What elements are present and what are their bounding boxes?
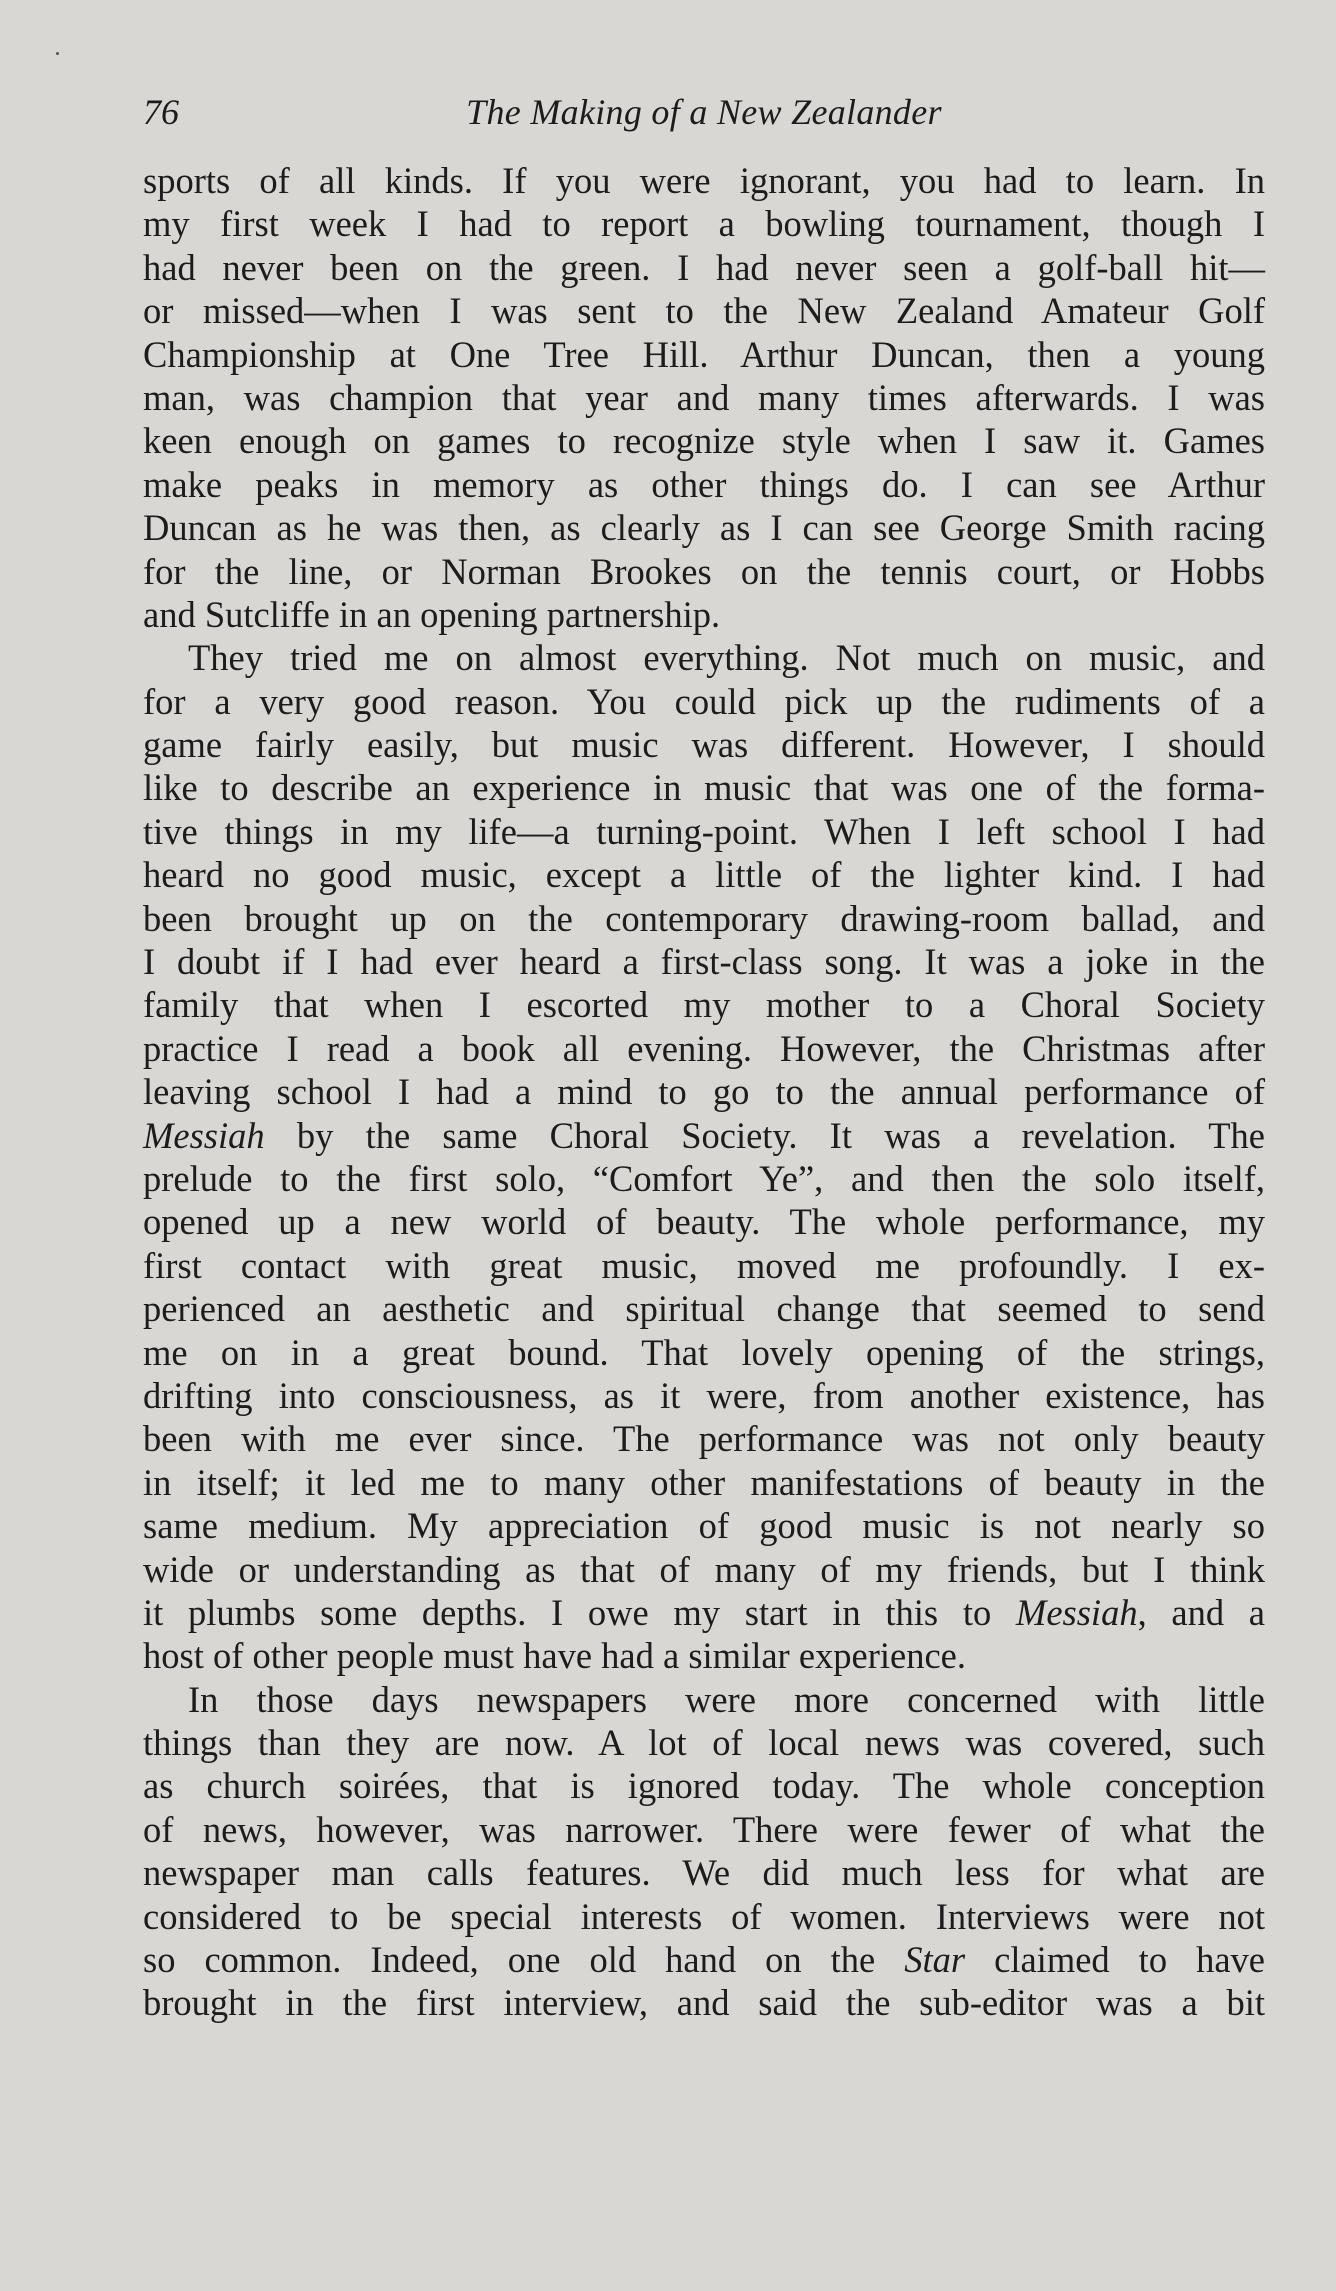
text-line: as church soirées, that is ignored today. The whole conception xyxy=(143,1765,1265,1807)
text-line: newspaper man calls features. We did much less for what are xyxy=(143,1852,1265,1894)
text-line: family that when I escorted my mother to a Choral Society xyxy=(143,984,1265,1026)
text-line: and Sutcliffe in an opening partnership. xyxy=(143,593,721,635)
page-number: 76 xyxy=(143,92,179,132)
text-line: drifting into consciousness, as it were, from another existence, has xyxy=(143,1374,1265,1416)
running-title: The Making of a New Zealander xyxy=(466,92,942,132)
body-text xyxy=(143,159,1265,2025)
text-line: it plumbs some depths. I owe my start in this to Messiah, and a xyxy=(143,1591,1266,1633)
text-line: man, was champion that year and many times afterwards. I was xyxy=(143,376,1265,418)
text-line: for the line, or Norman Brookes on the tennis court, or Hobbs xyxy=(143,550,1265,592)
text-line: perienced an aesthetic and spiritual change that seemed to send xyxy=(143,1288,1265,1330)
text-line: brought in the first interview, and said the sub-editor was a bit xyxy=(143,1982,1265,2024)
text-line: wide or understanding as that of many of my friends, but I think xyxy=(143,1548,1265,1590)
text-line: heard no good music, except a little of the lighter kind. I had xyxy=(143,854,1265,896)
text-line: like to describe an experience in music that was one of the forma- xyxy=(143,767,1265,809)
text-line: Duncan as he was then, as clearly as I can see George Smith racing xyxy=(143,507,1265,549)
text-line: opened up a new world of beauty. The whole performance, my xyxy=(143,1201,1265,1243)
text-line: things than they are now. A lot of local news was covered, such xyxy=(143,1722,1265,1764)
text-line: I doubt if I had ever heard a first-class song. It was a joke in the xyxy=(143,941,1265,983)
text-line: first contact with great music, moved me profoundly. I ex- xyxy=(143,1244,1265,1286)
text-line: Messiah by the same Choral Society. It was a revelation. The xyxy=(143,1114,1265,1156)
text-line: prelude to the first solo, “Comfort Ye”, and then the solo itself, xyxy=(143,1157,1265,1199)
text-line: tive things in my life—a turning-point. When I left school I had xyxy=(143,810,1265,852)
text-line: In those days newspapers were more concerned with little xyxy=(188,1678,1265,1720)
text-line: in itself; it led me to many other manifestations of beauty in the xyxy=(143,1461,1265,1503)
scan-speck xyxy=(56,52,59,55)
text-line: leaving school I had a mind to go to the annual performance of xyxy=(143,1071,1265,1113)
text-line: me on in a great bound. That lovely opening of the strings, xyxy=(143,1331,1265,1373)
text-line: make peaks in memory as other things do. I can see Arthur xyxy=(143,463,1265,505)
text-line: Championship at One Tree Hill. Arthur Duncan, then a young xyxy=(143,333,1265,375)
text-line: host of other people must have had a similar experience. xyxy=(143,1635,966,1677)
text-line: same medium. My appreciation of good music is not nearly so xyxy=(143,1505,1265,1547)
text-line: been brought up on the contemporary drawing-room ballad, and xyxy=(143,897,1265,939)
text-line: so common. Indeed, one old hand on the Star claimed to have xyxy=(143,1939,1265,1981)
text-line: game fairly easily, but music was different. However, I should xyxy=(143,724,1265,766)
text-line: They tried me on almost everything. Not much on music, and xyxy=(188,637,1265,679)
text-line: for a very good reason. You could pick up the rudiments of a xyxy=(143,680,1265,722)
text-line: keen enough on games to recognize style when I saw it. Games xyxy=(143,420,1265,462)
text-line: sports of all kinds. If you were ignorant, you had to learn. In xyxy=(143,160,1265,201)
text-line: or missed—when I was sent to the New Zealand Amateur Golf xyxy=(143,290,1265,332)
text-line: of news, however, was narrower. There were fewer of what the xyxy=(143,1808,1265,1850)
text-line: been with me ever since. The performance was not only beauty xyxy=(143,1418,1265,1460)
text-line: practice I read a book all evening. However, the Christmas after xyxy=(143,1027,1265,1069)
page-header xyxy=(143,88,1265,136)
text-line: my first week I had to report a bowling tournament, though I xyxy=(143,203,1265,245)
text-line: considered to be special interests of women. Interviews were not xyxy=(143,1895,1265,1937)
text-line: had never been on the green. I had never seen a golf-ball hit— xyxy=(143,246,1265,288)
